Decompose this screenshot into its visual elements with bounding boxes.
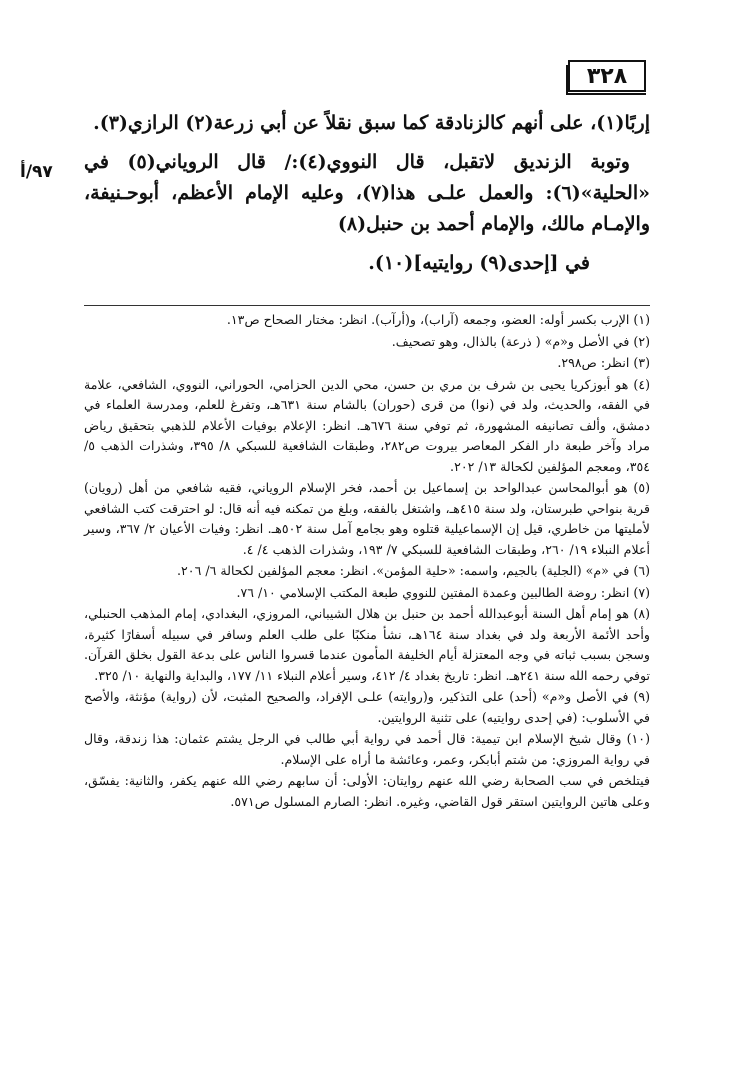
page-number-box [568, 60, 646, 92]
footnote-3: (٣) انظر: ص٢٩٨. [557, 355, 650, 370]
footnote-8: (٨) هو إمام أهل السنة أبوعبدالله أحمد بن حنبل بن هلال الشيباني، المروزي، البغدادي، إمام المذهب الحنبلي، وأحد الأئمة الأربعة ولد في بغداد سنة ١٦٤هـ، نشأ منكبًا على طلب العلم وسافر في سبيله أسفارًا كثيرة، وسجن بسبب ثباته في وجه المعتزلة أيام الخليفة المأمون عندما قسروا الناس على بدعة القول بخلق القرآن. توفي رحمه الله سنة ٢٤١هـ. انظر: تاريخ بغداد ٤/ ٤١٢، وسير أعلام النبلاء ١١/ ١٧٧، والبداية والنهاية ١٠/ ٣٢٥. [84, 606, 650, 683]
footnote-6: (٦) في «م» (الجلية) بالجيم، واسمه: «حلية المؤمن». انظر: معجم المؤلفين لكحالة ٦/ ٢٠٦. [177, 563, 650, 578]
footnote-divider [84, 305, 650, 306]
footnote-10-continued: فيتلخص في سب الصحابة رضي الله عنهم روايتان: الأولى: أن سابهم رضي الله عنهم يكفر، والثانية: يفسّق، وعلى هاتين الروايتين استقر قول القاضي، وغيره. انظر: الصارم المسلول ص٥٧١. [84, 773, 650, 809]
footnote-5: (٥) هو أبوالمحاسن عبدالواحد بن إسماعيل بن أحمد، فخر الإسلام الروياني، فقيه شافعي من أهل (رويان) قرية بنواحي طبرستان، ولد سنة ٤١٥هـ، واشتغل بالفقه، وبلغ من تمكنه فيه أنه قال: لو احترقت كتب الشافعي لأمليتها من خاطري، قيل إن الإسماعيلية قتلوه وهو بجامع آمل سنة ٥٠٢هـ. انظر: وفيات الأعيان ٢/ ٣٦٧، وسير أعلام النبلاء ١٩/ ٢٦٠، وطبقات الشافعية للسبكي ٧/ ١٩٣، وشذرات الذهب ٤/ ٤. [84, 480, 650, 557]
footnote-9: (٩) في الأصل و«م» (أحد) على التذكير، و(روايته) علـى الإفراد، والصحيح المثبت، لأن (رواية) مؤنثة، والأصح في الأسلوب: (في إحدى روايتيه) على تثنية الروايتين. [84, 689, 650, 725]
main-paragraph-1: إربًا(١)، على أنهم كالزنادقة كما سبق نقلاً عن أبي زرعة(٢) الرازي(٣). [93, 112, 650, 134]
footnote-2: (٢) في الأصل و«م» ( ذرعة) بالذال، وهو تصحيف. [391, 333, 650, 349]
footnote-10: (١٠) وقال شيخ الإسلام ابن تيمية: قال أحمد في رواية أبي طالب في الرجل يشتم عثمان: هذا زندقة، وقال في رواية المروزي: من شتم أبابكر، وعمر، وعائشة ما أراه على الإسلام. [84, 731, 650, 767]
footnote-4: (٤) هو أبوزكريا يحيى بن شرف بن مري بن حسن، محي الدين الحزامي، الحوراني، النووي، الشافعي، علامة في الفقه، والحديث، ولد في (نوا) من قرى (حوران) بالشام سنة ٦٣١هـ، وتفرغ للعلم، ومدرسة العلماء في دمشق، وألف تصانيفه المشهورة، ثم توفي سنة ٦٧٦هـ. انظر: الإعلام بوفيات الأعلام للذهبي بتحقيق رياض مراد وآخر طبعة دار الفكر المعاصر بيروت ص٢٨٢، وطبقات الشافعية للسبكي ٨/ ٣٩٥، وشذرات الذهب ٥/ ٣٥٤، ومعجم المؤلفين لكحالة ١٣/ ٢٠٢. [84, 376, 650, 474]
main-paragraph-2: وتوبة الزنديق لاتقبل، قال النووي(٤):/ قال الروياني(٥) في «الحلية»(٦): والعمل علـى هذا(٧)، وعليه الإمام الأعظم، أبوحـنيفة، والإمـام مالك، والإمام أحمد بن حنبل(٨) [84, 151, 650, 235]
footnote-7: (٧) انظر: روضة الطالبين وعمدة المفتين للنووي طبعة المكتب الإسلامي ١٠/ ٧٦. [236, 584, 650, 600]
main-text [84, 108, 650, 287]
main-paragraph-3: في [إحدى(٩) روايتيه](١٠). [368, 252, 590, 274]
margin-folio-note: ٩٧/أ [20, 162, 53, 182]
footnote-1: (١) الإرب بكسر أوله: العضو، وجمعه (آراب)، و(أرآب). انظر: مختار الصحاح ص١٣. [226, 312, 650, 327]
page-number: ٣٢٨ [586, 63, 628, 89]
footnotes [84, 310, 650, 813]
